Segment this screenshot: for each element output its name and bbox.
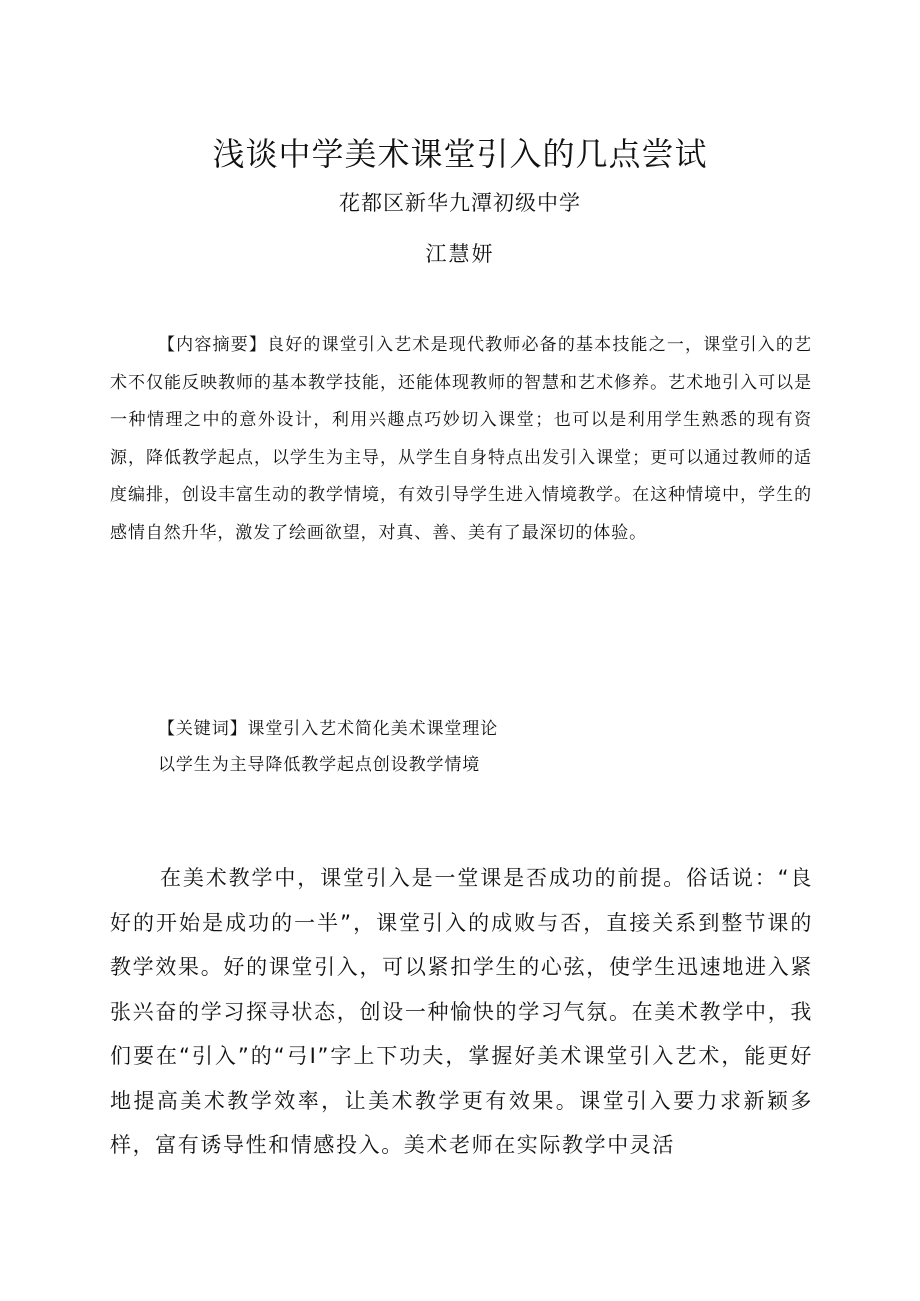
keywords-block	[158, 711, 818, 783]
keywords-line-2: 以学生为主导降低教学起点创设教学情境	[158, 755, 481, 775]
keywords-line-1: 【关键词】课堂引入艺术简化美术课堂理论	[158, 719, 499, 739]
author-name: 江慧妍	[425, 242, 495, 266]
body-paragraph: 在美术教学中，课堂引入是一堂课是否成功的前提。俗话说：“良好的开始是成功的一半”，课堂引入的成败与否，直接关系到整节课的教学效果。好的课堂引入，可以紧扣学生的心弦，使学生迅速地进入紧张兴奋的学习探寻状态，创设一种愉快的学习气氛。在美术教学中，我们要在“引入”的“弓I”字上下功夫，掌握好美术课堂引入艺术，能更好地提高美术教学效率，让美术教学更有效果。课堂引入要力求新颖多样，富有诱导性和情感投入。美术老师在实际教学中灵活	[110, 866, 813, 1157]
document-title: 浅谈中学美术课堂引入的几点尝试	[212, 135, 708, 173]
school-name: 花都区新华九潭初级中学	[339, 191, 581, 215]
abstract-paragraph: 【内容摘要】良好的课堂引入艺术是现代教师必备的基本技能之一，课堂引入的艺术不仅能反映教师的基本教学技能，还能体现教师的智慧和艺术修养。艺术地引入可以是一种情理之中的意外设计，利用兴趣点巧妙切入课堂；也可以是利用学生熟悉的现有资源，降低教学起点，以学生为主导，从学生自身特点出发引入课堂；更可以通过教师的适度编排，创设丰富生动的教学情境，有效引导学生进入情境教学。在这种情境中，学生的感情自然升华，激发了绘画欲望，对真、善、美有了最深切的体验。	[110, 335, 812, 543]
